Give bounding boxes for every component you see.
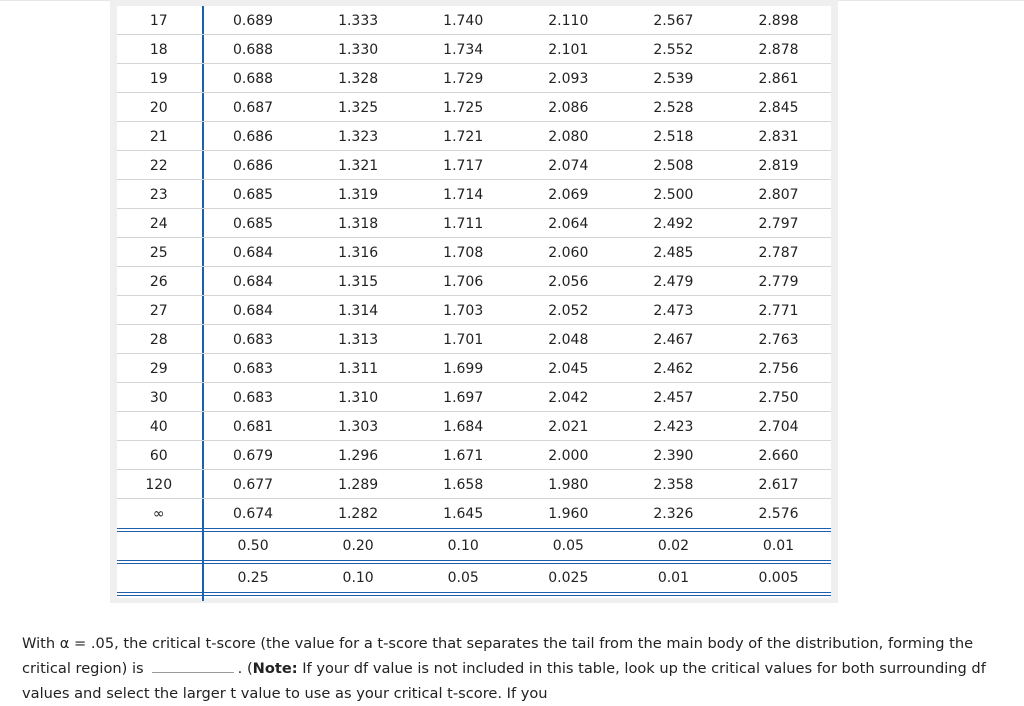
critical-value-cell: 1.703	[443, 302, 484, 319]
critical-value-cell: 1.330	[338, 41, 379, 58]
alpha-cell: 0.10	[447, 538, 479, 554]
alpha-cell: 0.005	[758, 570, 799, 586]
alpha-cell: 0.20	[342, 538, 374, 554]
critical-value-cell: 1.315	[338, 273, 379, 290]
critical-value-cell: 2.056	[548, 273, 589, 290]
critical-value-cell: 1.296	[338, 447, 379, 464]
critical-value-cell: 2.763	[758, 331, 799, 348]
critical-value-cell: 1.645	[443, 505, 484, 522]
critical-value-cell: 0.679	[232, 447, 274, 464]
df-cell: 17	[149, 12, 168, 29]
table-row	[117, 93, 831, 122]
table-row	[117, 383, 831, 412]
critical-value-cell: 2.423	[653, 418, 694, 435]
critical-value-cell: 0.684	[232, 244, 274, 261]
df-cell: 120	[145, 476, 173, 493]
critical-value-cell: 2.467	[653, 331, 694, 348]
df-cell: ∞	[152, 505, 165, 522]
critical-value-cell: 1.313	[338, 331, 379, 348]
critical-value-cell: 2.086	[548, 99, 589, 116]
critical-value-cell: 0.685	[232, 215, 274, 232]
df-cell: 21	[149, 128, 168, 145]
critical-value-cell: 1.328	[338, 70, 379, 87]
df-cell: 29	[149, 360, 168, 377]
df-cell: 19	[149, 70, 168, 87]
critical-value-cell: 0.688	[232, 41, 274, 58]
table-row	[117, 6, 831, 35]
table-row	[117, 209, 831, 238]
critical-value-cell: 0.686	[232, 128, 274, 145]
critical-value-cell: 2.660	[758, 447, 799, 464]
critical-value-cell: 1.701	[443, 331, 484, 348]
note-label: Note:	[252, 660, 298, 677]
critical-value-cell: 1.721	[443, 128, 484, 145]
critical-value-cell: 2.042	[548, 389, 589, 406]
critical-value-cell: 2.750	[758, 389, 799, 406]
critical-value-cell: 0.686	[232, 157, 274, 174]
critical-value-cell: 2.898	[758, 12, 799, 29]
table-row	[117, 325, 831, 354]
critical-value-cell: 0.684	[232, 273, 274, 290]
critical-value-cell: 1.717	[443, 157, 484, 174]
alpha-cell: 0.10	[342, 570, 374, 586]
critical-value-cell: 2.485	[653, 244, 694, 261]
critical-value-cell: 2.473	[653, 302, 694, 319]
critical-value-cell: 2.021	[548, 418, 589, 435]
critical-value-cell: 2.528	[653, 99, 694, 116]
critical-value-cell: 2.080	[548, 128, 589, 145]
question-text	[22, 631, 1002, 706]
critical-value-cell: 2.819	[758, 157, 799, 174]
critical-value-cell: 1.333	[338, 12, 379, 29]
critical-value-cell: 2.326	[653, 505, 694, 522]
critical-value-cell: 2.052	[548, 302, 589, 319]
critical-value-cell: 2.457	[653, 389, 694, 406]
table-row	[117, 354, 831, 383]
t-distribution-table	[110, 0, 838, 603]
one-tail-alpha-row	[117, 564, 831, 592]
critical-value-cell: 1.711	[443, 215, 484, 232]
alpha-cell: 0.25	[237, 570, 269, 586]
critical-value-cell: 2.048	[548, 331, 589, 348]
critical-value-cell: 2.552	[653, 41, 694, 58]
critical-value-cell: 0.689	[232, 12, 274, 29]
critical-value-cell: 2.069	[548, 186, 589, 203]
critical-value-cell: 2.500	[653, 186, 694, 203]
critical-value-cell: 2.779	[758, 273, 799, 290]
table-row	[117, 296, 831, 325]
critical-value-cell: 2.576	[758, 505, 799, 522]
critical-value-cell: 2.358	[653, 476, 694, 493]
question-part1: With α = .05, the critical t-score (the value for a t-score that separates the tail from the main body of the distribution, forming the critical region) is	[22, 635, 974, 677]
table-body	[117, 6, 831, 598]
critical-value-cell: 1.729	[443, 70, 484, 87]
critical-value-cell: 0.683	[232, 331, 274, 348]
critical-value-cell: 2.845	[758, 99, 799, 116]
critical-value-cell: 0.683	[232, 389, 274, 406]
critical-value-cell: 0.674	[232, 505, 274, 522]
critical-value-cell: 1.325	[338, 99, 379, 116]
critical-value-cell: 0.677	[232, 476, 274, 493]
critical-value-cell: 2.074	[548, 157, 589, 174]
critical-value-cell: 2.831	[758, 128, 799, 145]
question-part2: . (	[237, 660, 253, 677]
critical-value-cell: 1.714	[443, 186, 484, 203]
critical-value-cell: 0.687	[232, 99, 274, 116]
critical-value-cell: 2.617	[758, 476, 799, 493]
critical-value-cell: 2.756	[758, 360, 799, 377]
critical-value-cell: 1.316	[338, 244, 379, 261]
table-row	[117, 122, 831, 151]
critical-value-cell: 1.699	[443, 360, 484, 377]
critical-value-cell: 2.508	[653, 157, 694, 174]
critical-value-cell: 2.045	[548, 360, 589, 377]
table-rows	[117, 6, 831, 528]
df-cell: 60	[149, 447, 168, 464]
critical-value-cell: 2.093	[548, 70, 589, 87]
df-cell: 26	[149, 273, 168, 290]
critical-value-cell: 1.658	[443, 476, 484, 493]
alpha-cell: 0.50	[237, 538, 269, 554]
critical-value-cell: 2.479	[653, 273, 694, 290]
critical-value-cell: 2.110	[548, 12, 589, 29]
df-cell: 40	[149, 418, 168, 435]
df-cell: 23	[149, 186, 168, 203]
df-cell: 28	[149, 331, 168, 348]
critical-value-cell: 2.704	[758, 418, 799, 435]
critical-value-cell: 2.060	[548, 244, 589, 261]
df-cell: 30	[149, 389, 168, 406]
critical-value-cell: 0.685	[232, 186, 274, 203]
critical-value-cell: 1.282	[338, 505, 379, 522]
critical-value-cell: 1.960	[548, 505, 589, 522]
critical-value-cell: 2.064	[548, 215, 589, 232]
critical-value-cell: 0.681	[232, 418, 274, 435]
critical-value-cell: 1.725	[443, 99, 484, 116]
table-row	[117, 499, 831, 528]
critical-value-cell: 2.797	[758, 215, 799, 232]
two-tail-alpha-row	[117, 532, 831, 560]
critical-value-cell: 1.684	[443, 418, 484, 435]
critical-value-cell: 2.462	[653, 360, 694, 377]
critical-value-cell: 0.688	[232, 70, 274, 87]
alpha-cell: 0.05	[447, 570, 479, 586]
critical-value-cell: 2.807	[758, 186, 799, 203]
alpha-cell: 0.05	[552, 538, 584, 554]
critical-value-cell: 2.101	[548, 41, 589, 58]
critical-value-cell: 2.861	[758, 70, 799, 87]
critical-value-cell: 1.319	[338, 186, 379, 203]
critical-value-cell: 1.323	[338, 128, 379, 145]
critical-value-cell: 1.303	[338, 418, 379, 435]
bottom-double-rule	[117, 592, 831, 598]
df-cell: 18	[149, 41, 168, 58]
critical-value-cell: 1.980	[548, 476, 589, 493]
alpha-cell: 0.025	[548, 570, 589, 586]
df-cell: 27	[149, 302, 168, 319]
critical-value-cell: 1.740	[443, 12, 484, 29]
table-row	[117, 238, 831, 267]
table-row	[117, 35, 831, 64]
critical-value-cell: 1.289	[338, 476, 379, 493]
critical-value-cell: 2.567	[653, 12, 694, 29]
critical-value-cell: 1.708	[443, 244, 484, 261]
table-row	[117, 441, 831, 470]
table-row	[117, 64, 831, 93]
table-row	[117, 412, 831, 441]
table-row	[117, 470, 831, 499]
critical-value-cell: 1.671	[443, 447, 484, 464]
critical-value-cell: 1.314	[338, 302, 379, 319]
table-row	[117, 267, 831, 296]
critical-value-cell: 0.683	[232, 360, 274, 377]
critical-value-cell: 2.000	[548, 447, 589, 464]
df-cell: 24	[149, 215, 168, 232]
answer-blank[interactable]	[152, 658, 234, 673]
table-row	[117, 180, 831, 209]
critical-value-cell: 1.734	[443, 41, 484, 58]
question-part3: If your df value is not included in this table, look up the critical values for both surrounding df values and select the larger t value to use as your critical t-score. If you	[22, 660, 986, 702]
critical-value-cell: 1.310	[338, 389, 379, 406]
critical-value-cell: 1.321	[338, 157, 379, 174]
critical-value-cell: 1.311	[338, 360, 379, 377]
critical-value-cell: 2.492	[653, 215, 694, 232]
alpha-cell: 0.01	[657, 570, 689, 586]
alpha-cell: 0.02	[657, 538, 689, 554]
critical-value-cell: 1.318	[338, 215, 379, 232]
critical-value-cell: 2.518	[653, 128, 694, 145]
critical-value-cell: 2.390	[653, 447, 694, 464]
alpha-cell: 0.01	[762, 538, 795, 554]
critical-value-cell: 2.771	[758, 302, 799, 319]
critical-value-cell: 2.878	[758, 41, 799, 58]
critical-value-cell: 2.539	[653, 70, 694, 87]
df-cell: 25	[149, 244, 168, 261]
table-row	[117, 151, 831, 180]
critical-value-cell: 2.787	[758, 244, 799, 261]
critical-value-cell: 1.706	[443, 273, 484, 290]
critical-value-cell: 1.697	[443, 389, 484, 406]
df-cell: 20	[149, 99, 168, 116]
critical-value-cell: 0.684	[232, 302, 274, 319]
df-cell: 22	[149, 157, 168, 174]
